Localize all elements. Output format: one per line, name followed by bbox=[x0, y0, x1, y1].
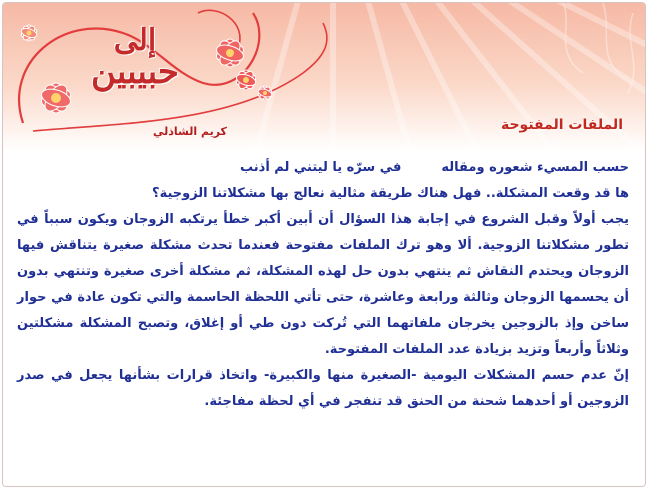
verse-second-half: في سرّه يا ليتني لم أذنب bbox=[240, 160, 402, 175]
article-body bbox=[17, 155, 629, 415]
question-line: ها قد وقعت المشكلة.. فهل هناك طريقة مثالية نعالج بها مشكلاتنا الزوجية؟ bbox=[152, 186, 629, 201]
flower-icon bbox=[255, 83, 275, 103]
author-name: كريم الشاذلي bbox=[153, 125, 227, 138]
paragraph-2: إنّ عدم حسم المشكلات اليومية -الصغيرة منها والكبيرة- واتخاذ قرارات بشأنها يجعل في صدر الزوجين أو أحدهما شحنة من الحنق قد تنفجر في أي لحظة مفاجئة. bbox=[17, 368, 629, 409]
flower-icon bbox=[17, 21, 41, 45]
page-frame bbox=[2, 2, 646, 487]
poem-verse bbox=[17, 155, 629, 181]
section-title: الملفات المفتوحة bbox=[500, 117, 623, 133]
logo-title bbox=[65, 25, 205, 90]
verse-first-half: حسب المسيء شعوره ومقاله bbox=[441, 160, 629, 175]
logo-line-1: إلى bbox=[113, 23, 157, 58]
logo-line-2: حبيبين bbox=[91, 51, 179, 92]
paragraph-1: يجب أولاً وقبل الشروع في إجابة هذا السؤال أن أبين أكبر خطأ يرتكبه الزوجان ويكون سبباً في تطور مشكلاتنا الزوجية. ألا وهو ترك الملفات مفتوحة فعندما تحدث مشكلة صغيرة يتناقش فيها الزوجان ويحتدم النقاش ثم ينتهي بدون حل لهذه المشكلة، ثم مشكلة أخرى صغيرة وتنتهي بدون أن يحسمها الزوجان وثالثة ورابعة وعاشرة، حتى تأتي اللحظة الحاسمة والتي تكون عادة في حوار ساخن وإذ بالزوجين يخرجان ملفاتهما التي تُركت دون طي أو إغلاق، وتصبح المشكلة مشكلتين وثلاثاً وأربعاً وتزيد بزيادة عدد الملفات المفتوحة. bbox=[17, 212, 629, 357]
banner-header bbox=[3, 3, 645, 151]
